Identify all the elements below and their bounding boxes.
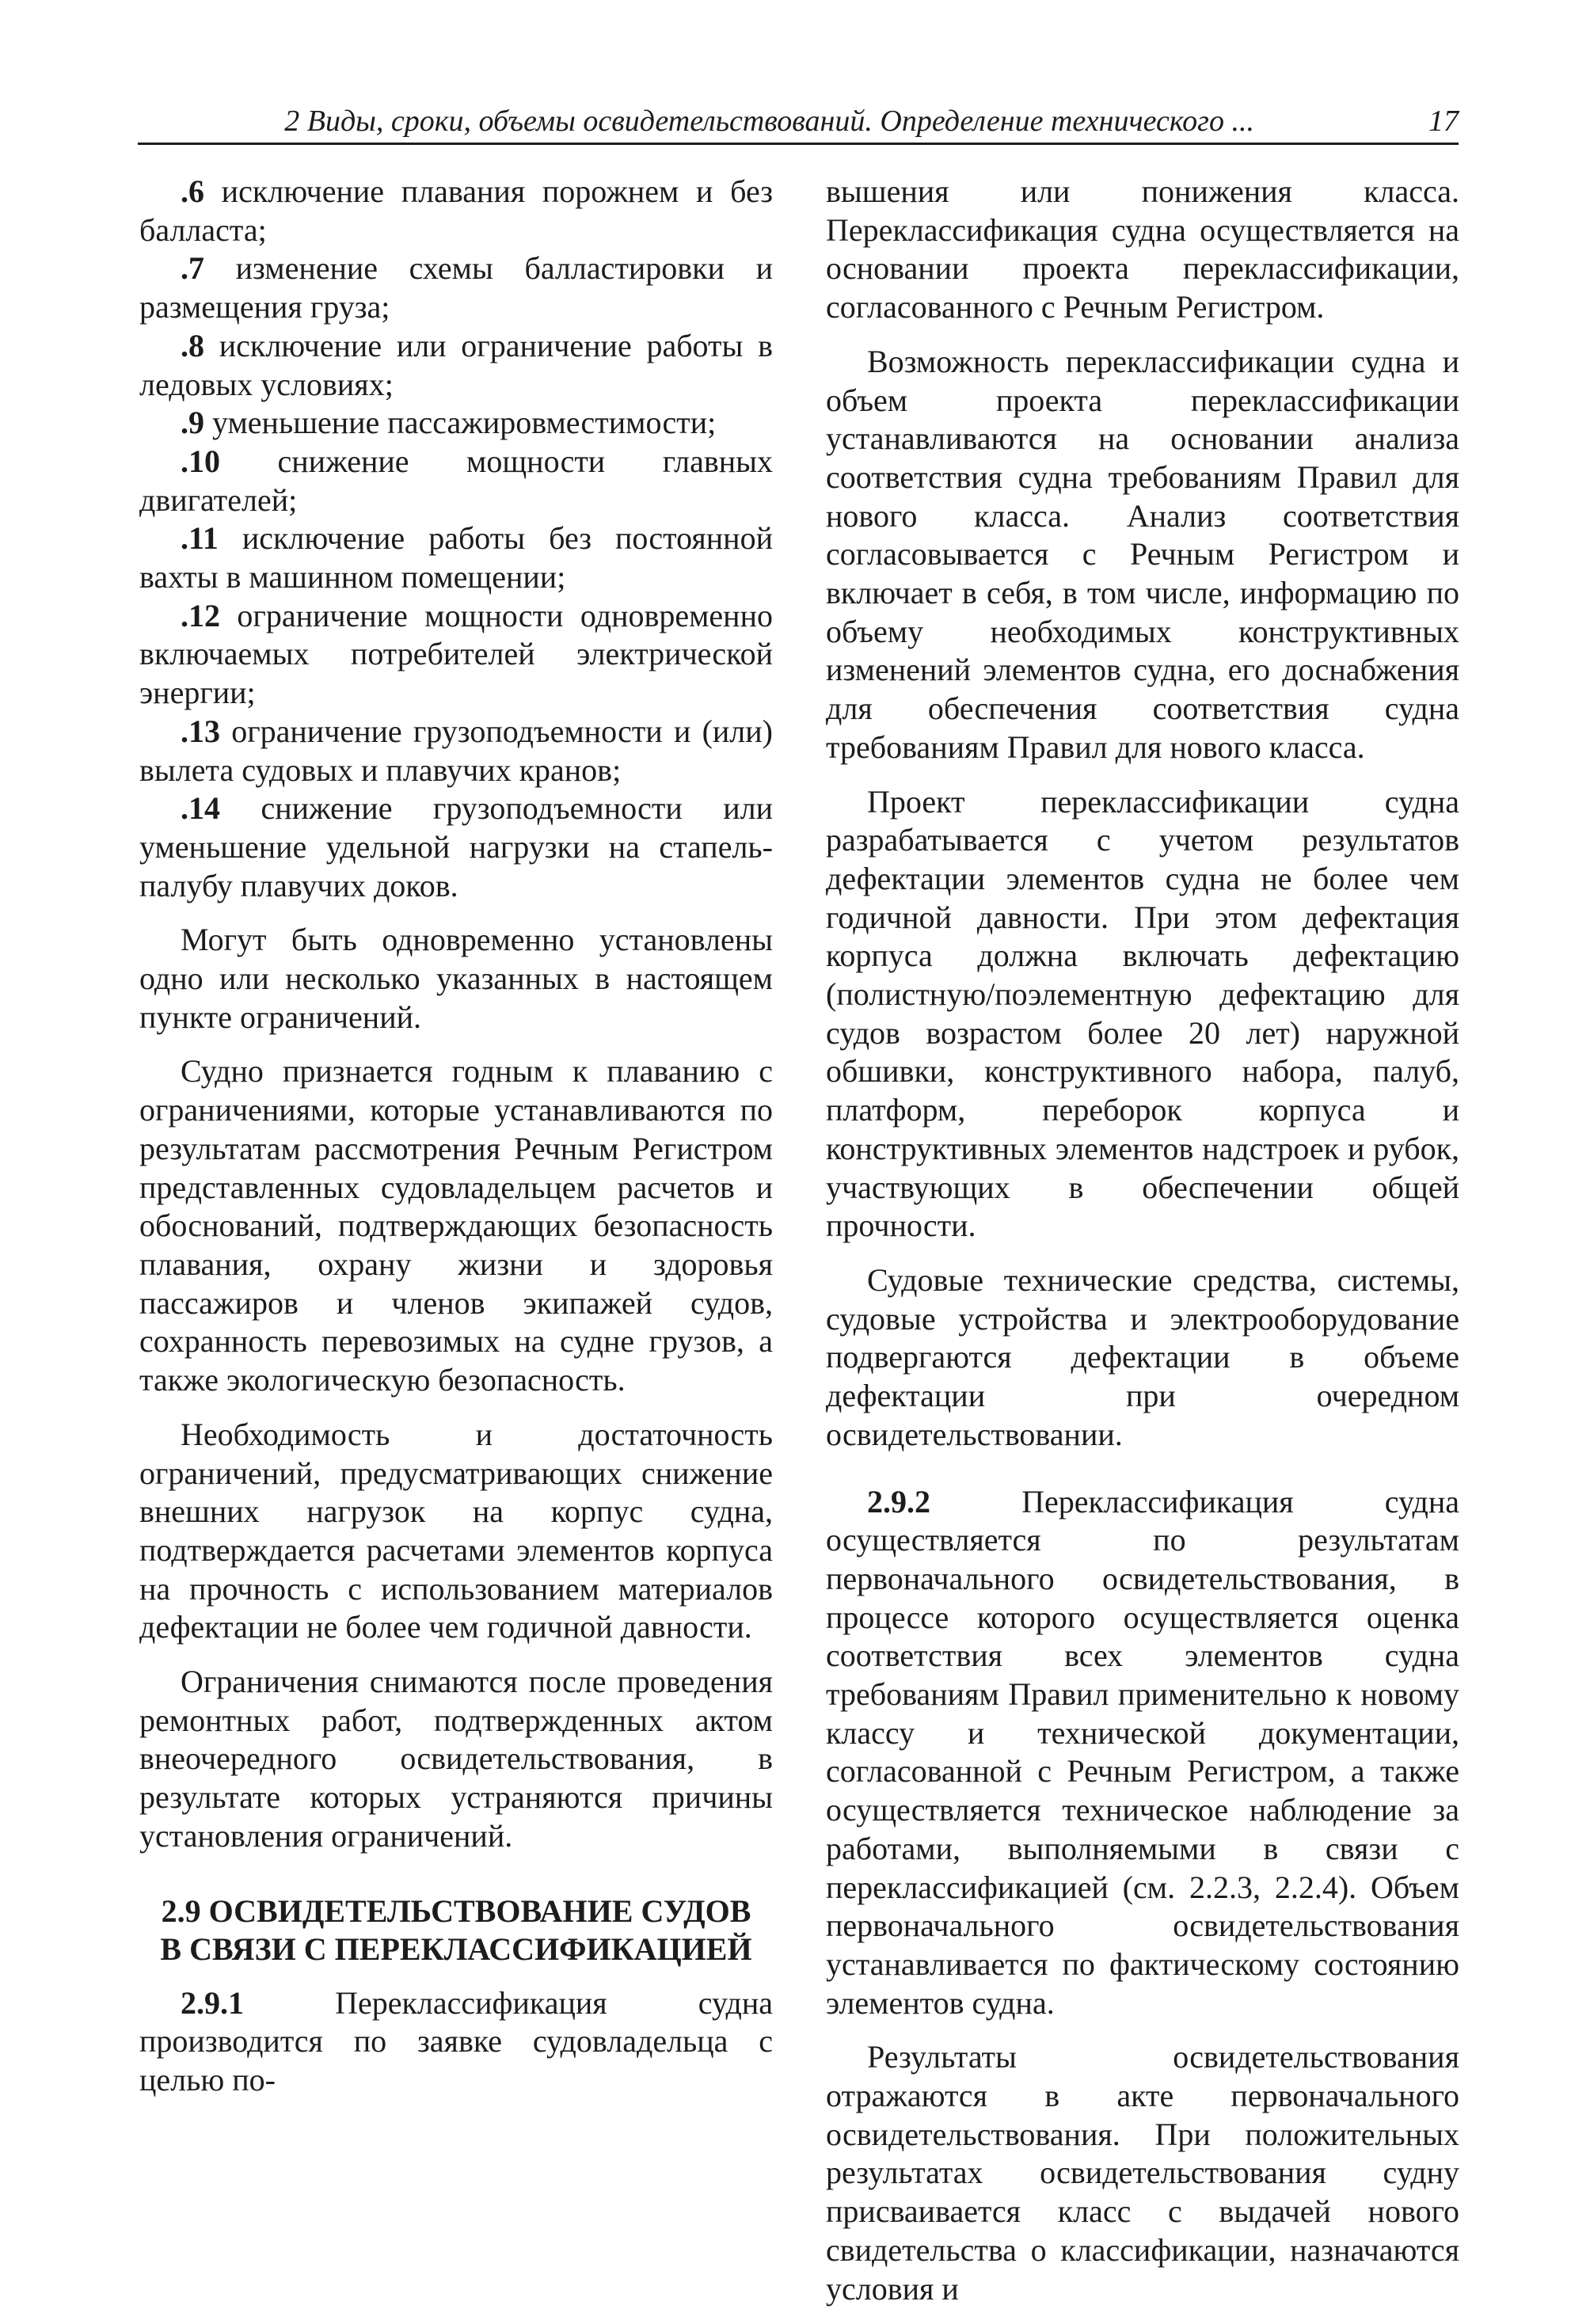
paragraph: Ограничения снимаются после проведения ремонтных работ, подтвержденных актом внеочередного освидетельствования, в результате которых устраняются причины установления ограничений. [139,1664,773,1854]
running-header [138,101,1459,145]
item-text: ограничение грузоподъемности и (или) вылета судовых и плавучих кранов; [139,713,773,788]
list-item [139,519,773,596]
item-number: .8 [181,327,204,363]
item-number: .9 [181,405,204,441]
paragraph: Необходимость и достаточность ограничений, предусматривающих снижение внешних нагрузок на корпус судна, подтверждается расчетами элементов корпуса на прочность с использованием материалов дефектации не более чем годичной давности. [139,1416,773,1645]
list-item [139,443,773,519]
list-item [139,404,773,443]
running-header-title: 2 Виды, сроки, объемы освидетельствований. Определение технического ... [284,105,1254,138]
item-text: исключение работы без постоянной вахты в машинном помещении; [139,520,773,595]
item-text: ограничение мощности одновременно включаемых потребителей электрической энергии; [139,597,773,711]
section-heading [139,1892,773,1968]
item-text: снижение грузоподъемности или уменьшение удельной нагрузки на стапель-палубу плавучих доков. [139,790,773,903]
paragraph-continuation: вышения или понижения класса. Переклассификация судна осуществляется на основании проекта переклассификации, согласованного с Речным Регистром. [826,173,1459,325]
right-column [826,173,1459,2324]
clause-text: Переклассификация судна производится по заявке судовладельца с целью по- [139,1984,773,2098]
list-item [139,173,773,249]
left-column [139,173,773,2116]
list-item [139,713,773,789]
item-text: снижение мощности главных двигателей; [139,443,773,518]
paragraph: Судовые технические средства, системы, судовые устройства и электрооборудование подвергаются дефектации в объеме дефектации при очередном освидетельствовании. [826,1261,1459,1452]
item-number: .10 [181,443,220,479]
clause-paragraph [139,1984,773,2100]
item-text: изменение схемы балластировки и размещения груза; [139,250,773,325]
paragraph: Судно признается годным к плаванию с ограничениями, которые устанавливаются по результатам рассмотрения Речным Регистром представленных судовладельцем расчетов и обоснований, подтверждающих безопасность плавания, охрану жизни и здоровья пассажиров и членов экипажей судов, сохранность перевозимых на судне грузов, а также экологическую безопасность. [139,1053,773,1398]
list-item [139,327,773,404]
page-number: 17 [1428,105,1459,138]
section-heading-line: 2.9 ОСВИДЕТЕЛЬСТВОВАНИЕ СУДОВ [161,1892,751,1929]
item-text: исключение или ограничение работы в ледовых условиях; [139,327,773,402]
clause-number: 2.9.1 [181,1984,244,2021]
list-item [139,789,773,905]
item-text: исключение плавания порожнем и без балласта; [139,173,773,248]
paragraph: Возможность переклассификации судна и объем проекта переклассификации устанавливаются на основании анализа соответствия судна требованиям Правил для нового класса. Анализ соответствия согласовывается с Речным Регистром и включает в себя, в том числе, информацию по объему необходимых конструктивных изменений элементов судна, его доснабжения для обеспечения соответствия судна требованиям Правил для нового класса. [826,343,1459,765]
item-number: .7 [181,250,204,287]
clause-text: Переклассификация судна осуществляется по результатам первоначального освидетельствования, в процессе которого осуществляется оценка соответствия всех элементов судна требованиям Правил применительно к новому классу и технической документации, согласованной с Речным Регистром, а также осуществляется техническое наблюдение за работами, выполняемыми в связи с переклассификацией (см. 2.2.3, 2.2.4). Объем первоначального освидетельствования устанавливается по фактическому состоянию элементов судна. [826,1483,1459,2021]
item-number: .11 [181,520,219,557]
item-number: .13 [181,713,220,749]
item-number: .14 [181,790,220,827]
paragraph: Результаты освидетельствования отражаются в акте первоначального освидетельствования. При положительных результатах освидетельствования судну присваивается класс с выдачей нового свидетельства о классификации, назначаются условия и [826,2039,1459,2307]
item-text: уменьшение пассажировместимости; [204,405,717,441]
list-item [139,597,773,713]
item-number: .6 [181,173,204,209]
clause-number: 2.9.2 [867,1483,930,1520]
paragraph: Могут быть одновременно установлены одно или несколько указанных в настоящем пункте ограничений. [139,922,773,1035]
clause-paragraph [826,1483,1459,2023]
list-item [139,249,773,326]
paragraph: Проект переклассификации судна разрабатывается с учетом результатов дефектации элементов судна не более чем годичной давности. При этом дефектация корпуса должна включать дефектацию (полистную/поэлементную дефектацию для судов возрастом более 20 лет) наружной обшивки, конструктивного набора, палуб, платформ, переборок корпуса и конструктивных элементов надстроек и рубок, участвующих в обеспечении общей прочности. [826,783,1459,1244]
section-heading-line: В СВЯЗИ С ПЕРЕКЛАССИФИКАЦИЕЙ [160,1930,752,1967]
item-number: .12 [181,597,220,633]
